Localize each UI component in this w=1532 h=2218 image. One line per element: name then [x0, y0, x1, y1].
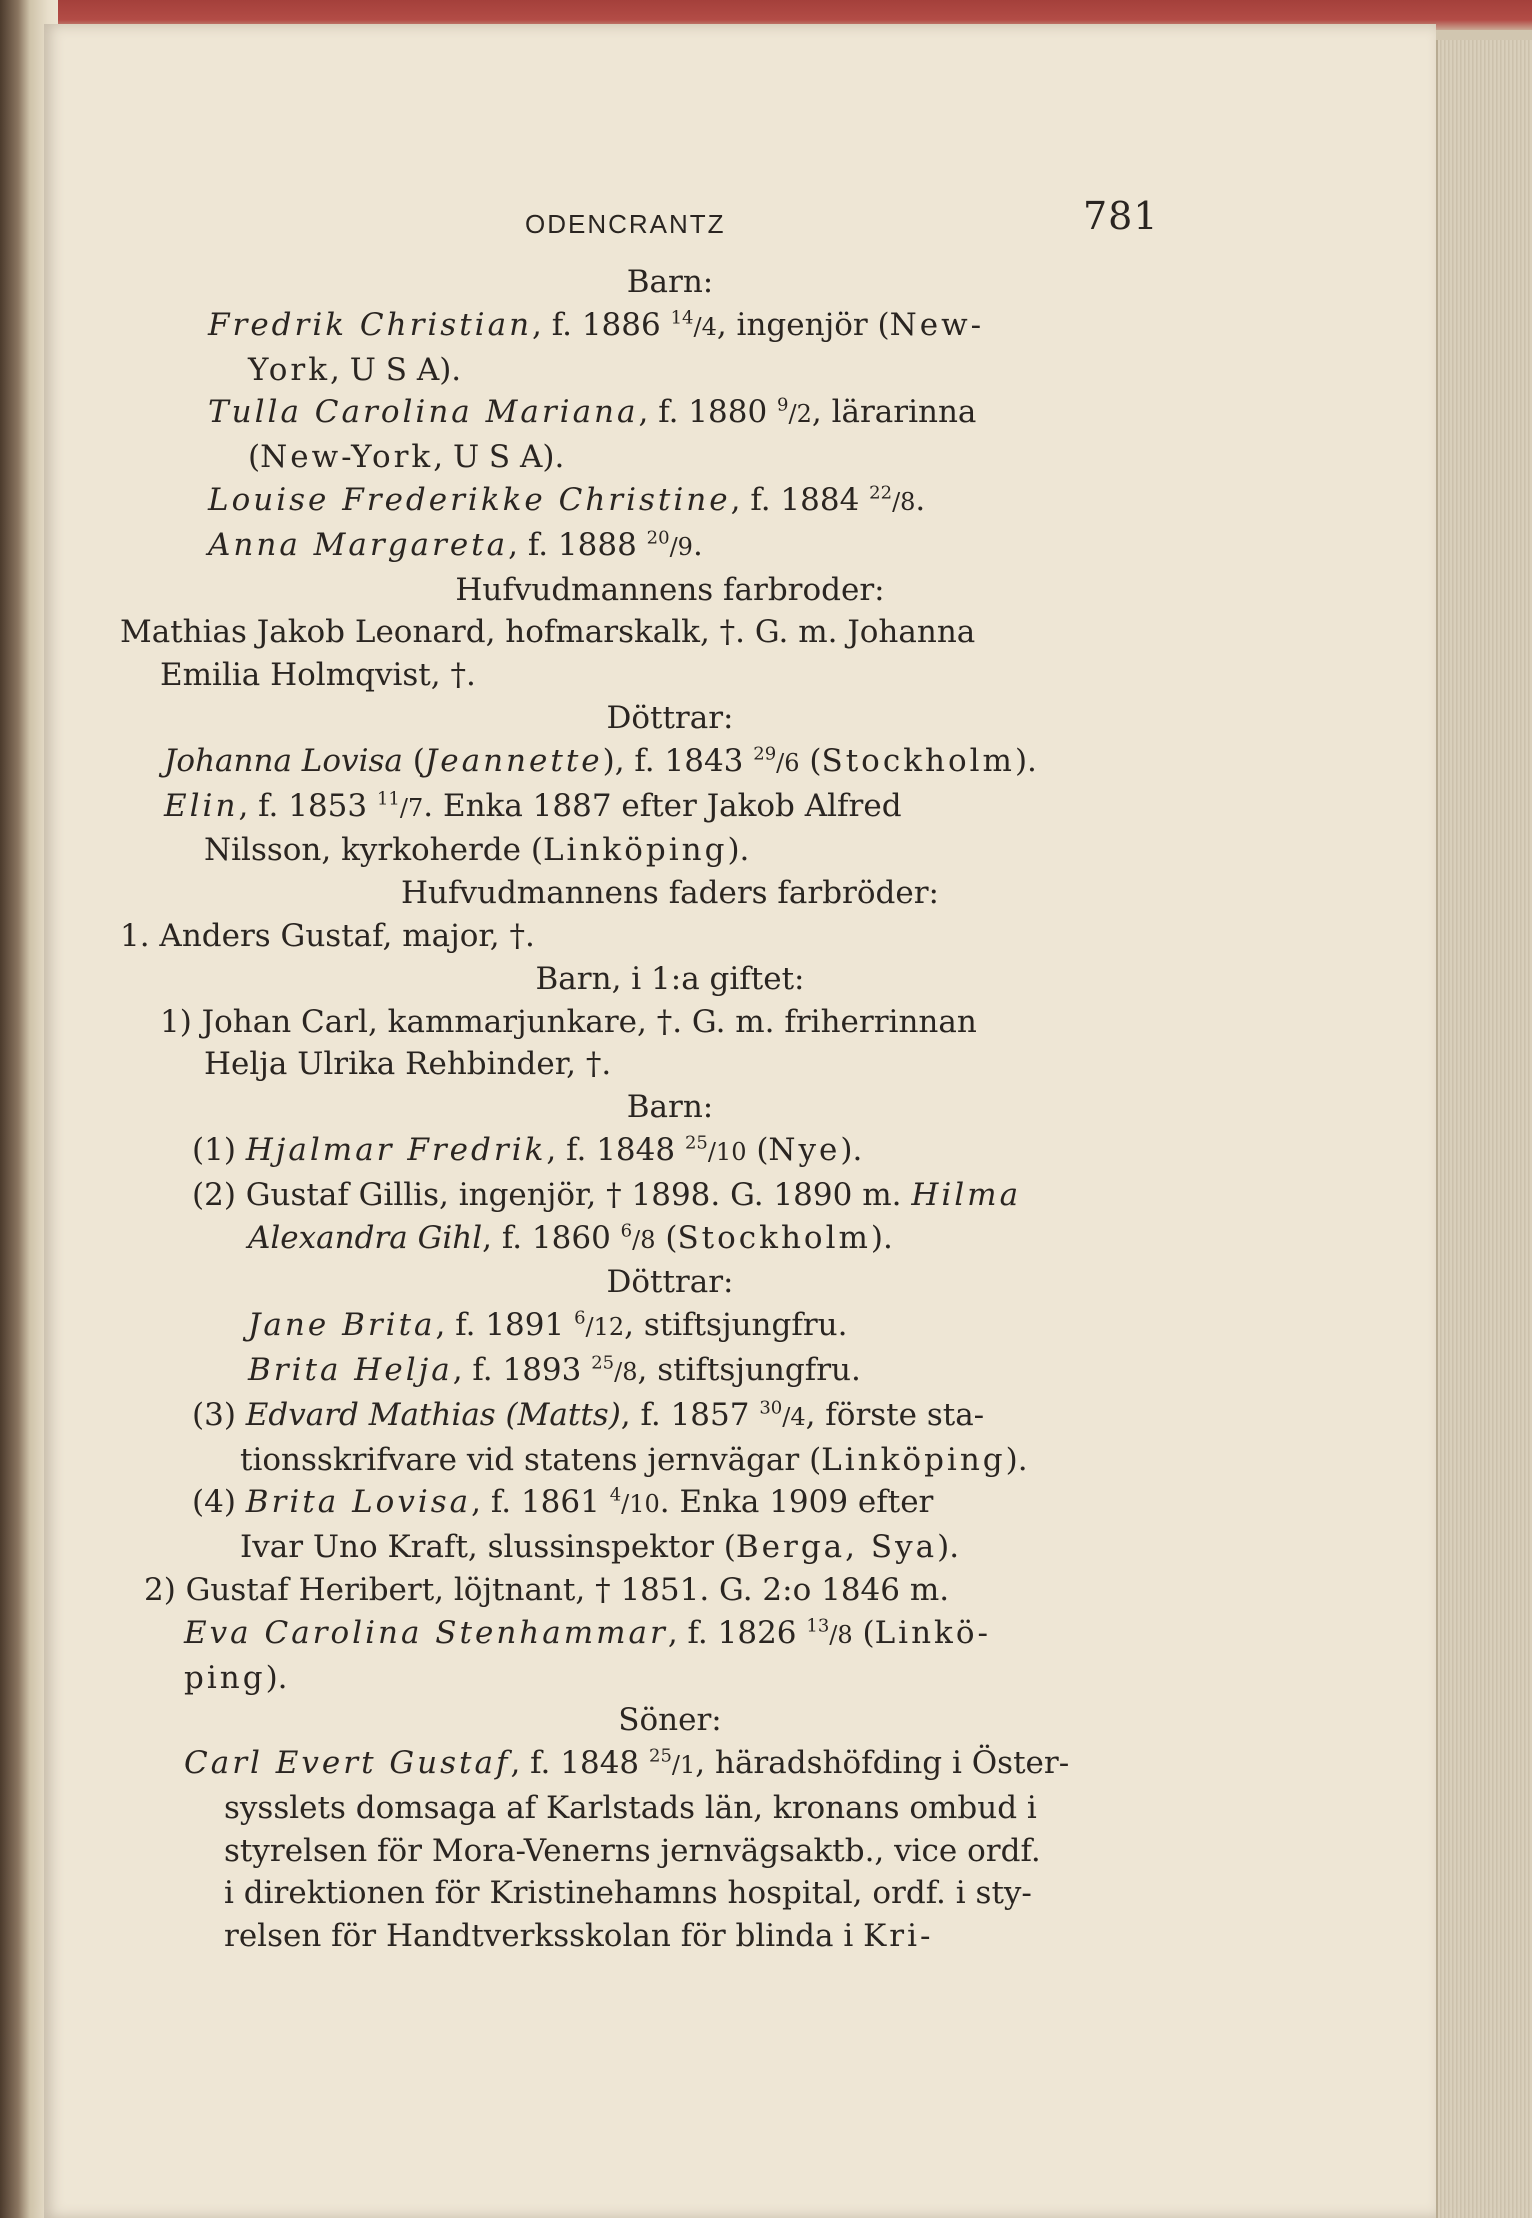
entry-line: (2) Gustaf Gillis, ingenjör, † 1898. G. 1890 m. Hilma [192, 1176, 1022, 1213]
entry-line: Eva Carolina Stenhammar, f. 1826 $^{13}$/8 (Linkö- [184, 1614, 991, 1651]
entry-line: (4) Brita Lovisa, f. 1861 $^4$/10. Enka 1909 efter [192, 1484, 934, 1521]
section-heading: Hufvudmannens faders farbröder: [401, 875, 939, 912]
entry-line: Anna Margareta, f. 1888 $^{20}$/9. [208, 526, 703, 563]
page-number: 781 [1083, 194, 1159, 238]
entry-line: (3) Edvard Mathias (Matts), f. 1857 $^{30}$/4, förste sta- [192, 1396, 985, 1433]
entry-line: 1. Anders Gustaf, major, †. [120, 917, 535, 954]
entry-line: sysslets domsaga af Karlstads län, kronans ombud i [224, 1789, 1037, 1826]
entry-line: styrelsen för Mora-Venerns jernvägsaktb., vice ordf. [224, 1832, 1041, 1869]
page-header [120, 195, 1160, 261]
section-heading: Döttrar: [606, 699, 734, 736]
entry-line: Louise Frederikke Christine, f. 1884 $^{22}$/8. [208, 481, 926, 518]
entry-line: Ivar Uno Kraft, slussinspektor (Berga, Sya). [240, 1529, 960, 1566]
entry-line: tionsskrifvare vid statens jernvägar (Linköping). [240, 1441, 1028, 1478]
entry-line: Mathias Jakob Leonard, hofmarskalk, †. G. m. Johanna [120, 614, 976, 651]
entry-line: 1) Johan Carl, kammarjunkare, †. G. m. friherrinnan [160, 1003, 977, 1040]
entry-line: Tulla Carolina Mariana, f. 1880 $^9$/2, lärarinna [208, 394, 977, 431]
entry-line: Nilsson, kyrkoherde (Linköping). [204, 832, 750, 869]
section-heading: Barn: [626, 1089, 714, 1126]
entry-line: York, U S A). [248, 351, 462, 388]
running-head: ODENCRANTZ [525, 209, 726, 239]
entry-line: (1) Hjalmar Fredrik, f. 1848 $^{25}$/10 (Nye). [192, 1131, 863, 1168]
entry-line: (New-York, U S A). [248, 439, 565, 476]
page-content [120, 195, 1160, 1958]
section-heading: Barn: [626, 264, 714, 300]
section-heading: Hufvudmannens farbroder: [455, 571, 885, 608]
entry-line: relsen för Handtverksskolan för blinda i Kri- [224, 1918, 934, 1955]
entry-line: Carl Evert Gustaf, f. 1848 $^{25}$/1, häradshöfding i Öster- [184, 1745, 1070, 1782]
entry-line: Emilia Holmqvist, †. [160, 657, 476, 694]
entry-line: Helja Ulrika Rehbinder, †. [204, 1046, 612, 1083]
entry-line: Elin, f. 1853 $^{11}$/7. Enka 1887 efter Jakob Alfred [164, 787, 902, 824]
entry-line: ping). [184, 1659, 288, 1696]
entry-line: Jane Brita, f. 1891 $^6$/12, stiftsjungfru. [248, 1307, 848, 1344]
entry-line: Alexandra Gihl, f. 1860 $^6$/8 (Stockholm). [248, 1219, 893, 1256]
entry-line: i direktionen för Kristinehamns hospital, ordf. i sty- [224, 1875, 1032, 1912]
page-stack-edges [1436, 40, 1532, 2218]
entry-line: Johanna Lovisa (Jeannette), f. 1843 $^{29}$/6 (Stockholm). [164, 742, 1037, 779]
entry-line: 2) Gustaf Heribert, löjtnant, † 1851. G. 2:o 1846 m. [144, 1571, 950, 1608]
section-heading: Barn, i 1:a giftet: [535, 960, 805, 997]
entry-line: Brita Helja, f. 1893 $^{25}$/8, stiftsjungfru. [248, 1351, 861, 1388]
entry-line: Fredrik Christian, f. 1886 $^{14}$/4, ingenjör (New- [208, 306, 985, 343]
section-heading: Söner: [618, 1702, 722, 1739]
section-heading: Döttrar: [606, 1264, 734, 1301]
